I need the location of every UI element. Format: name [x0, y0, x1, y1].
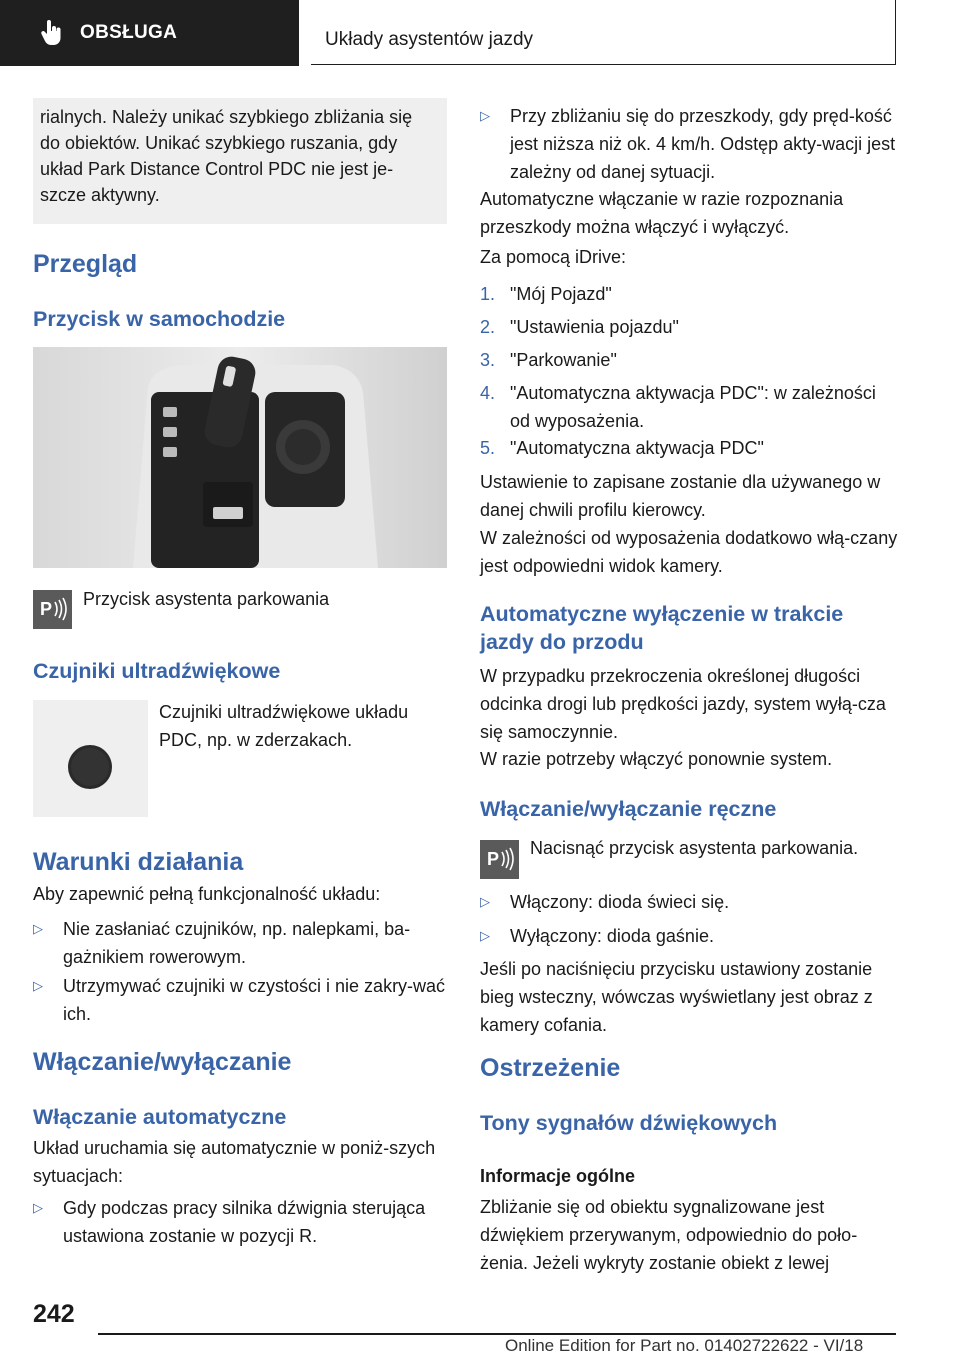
- paragraph: W przypadku przekroczenia określonej długości odcinka drogi lub prędkości jazdy, system wyłą-cza się samoczynnie.: [480, 666, 886, 742]
- edition-info: Online Edition for Part no. 01402722622 - VI/18: [505, 1336, 864, 1355]
- heading-conditions: Warunki działania: [33, 848, 244, 876]
- svg-text:P: P: [40, 599, 53, 619]
- subheading-general: Informacje ogólne: [480, 1166, 636, 1186]
- triangle-bullet-icon: ▷: [33, 921, 43, 936]
- heading-on-off: Włączanie/wyłączanie: [33, 1048, 292, 1076]
- heading-auto-off: Automatyczne wyłączenie w trakcie jazdy do przodu: [480, 602, 844, 654]
- footer-divider: [98, 1333, 896, 1335]
- note-text: rialnych. Należy unikać szybkiego zbliżania się do obiektów. Unikać szybkiego ruszania, gdy układ Park Distance Control PDC nie jest je-szcze aktywny.: [40, 107, 413, 205]
- paragraph: Ustawienie to zapisane zostanie dla używanego w danej chwili profilu kierowcy.: [480, 472, 881, 520]
- chapter-header: [311, 0, 896, 65]
- paragraph: Jeśli po naciśnięciu przycisku ustawiony zostanie bieg wsteczny, wówczas wyświetlany jest obraz z kamery cofania.: [480, 959, 873, 1035]
- list-item: ▷ Gdy podczas pracy silnika dźwignia sterująca ustawiona zostanie w pozycji R.: [33, 1194, 447, 1250]
- section-tab: [0, 0, 299, 66]
- parking-assistant-icon: [480, 840, 519, 879]
- heading-button: Przycisk w samochodzie: [33, 307, 286, 331]
- conditions-intro: Aby zapewnić pełną funkcjonalność układu:: [33, 884, 381, 904]
- svg-text:P: P: [487, 849, 500, 869]
- paragraph: W razie potrzeby włączyć ponownie system.: [480, 749, 833, 769]
- triangle-bullet-icon: ▷: [480, 928, 490, 943]
- parking-assistant-icon: [33, 590, 72, 629]
- hand-pointer-icon: [40, 20, 64, 46]
- note-box: [33, 98, 447, 224]
- heading-warning: Ostrzeżenie: [480, 1054, 621, 1082]
- auto-intro: Układ uruchamia się automatycznie w poniż-szych sytuacjach:: [33, 1138, 436, 1186]
- sensors-text: Czujniki ultradźwiękowe układu PDC, np. w zderzakach.: [159, 702, 409, 750]
- center-console-photo: [33, 347, 447, 568]
- list-item: ▷ Utrzymywać czujniki w czystości i nie zakry-wać ich.: [33, 972, 447, 1028]
- heading-sensors: Czujniki ultradźwiękowe: [33, 659, 281, 683]
- list-item: ▷ Włączony: dioda świeci się.: [480, 888, 898, 916]
- step-item: 3. "Parkowanie": [480, 350, 617, 370]
- step-item: 1. "Mój Pojazd": [480, 284, 612, 304]
- step-item: 5. "Automatyczna aktywacja PDC": [480, 438, 764, 458]
- paragraph: W zależności od wyposażenia dodatkowo włą-czany jest odpowiedni widok kamery.: [480, 528, 898, 576]
- section-label: OBSŁUGA: [80, 22, 178, 43]
- paragraph: Automatyczne włączanie w razie rozpoznania przeszkody można włączyć i wyłączyć.: [480, 189, 844, 237]
- triangle-bullet-icon: ▷: [480, 108, 490, 123]
- ultrasonic-sensor-image: [33, 700, 148, 817]
- triangle-bullet-icon: ▷: [480, 894, 490, 909]
- heading-tones: Tony sygnałów dźwiękowych: [480, 1111, 778, 1135]
- heading-manual: Włączanie/wyłączanie ręczne: [480, 797, 777, 821]
- console-illustration: [33, 347, 447, 568]
- manual-text: Nacisnąć przycisk asystenta parkowania.: [530, 838, 859, 858]
- chapter-title: Układy asystentów jazdy: [325, 29, 534, 50]
- step-item: 4. "Automatyczna aktywacja PDC": w zależności od wyposażenia.: [480, 383, 876, 431]
- list-item: ▷ Wyłączony: dioda gaśnie.: [480, 922, 898, 950]
- paragraph: Za pomocą iDrive:: [480, 247, 627, 267]
- triangle-bullet-icon: ▷: [33, 1200, 43, 1215]
- page-number: 242: [33, 1300, 75, 1328]
- button-caption: Przycisk asystenta parkowania: [83, 589, 330, 609]
- step-item: 2. "Ustawienia pojazdu": [480, 317, 679, 337]
- heading-overview: Przegląd: [33, 250, 138, 278]
- paragraph: Zbliżanie się od obiektu sygnalizowane jest dźwiękiem przerywanym, odpowiednio do poło-żenia. Jeżeli wykryty zostanie obiekt z lewej: [480, 1197, 858, 1273]
- heading-auto-on: Włączanie automatyczne: [33, 1105, 287, 1129]
- list-item: ▷ Nie zasłaniać czujników, np. nalepkami, ba-gażnikiem rowerowym.: [33, 915, 447, 971]
- triangle-bullet-icon: ▷: [33, 978, 43, 993]
- list-item: ▷ Przy zbliżaniu się do przeszkody, gdy pręd-kość jest niższa niż ok. 4 km/h. Odstęp akty-wacji jest zależny od danej sytuacji.: [480, 102, 898, 186]
